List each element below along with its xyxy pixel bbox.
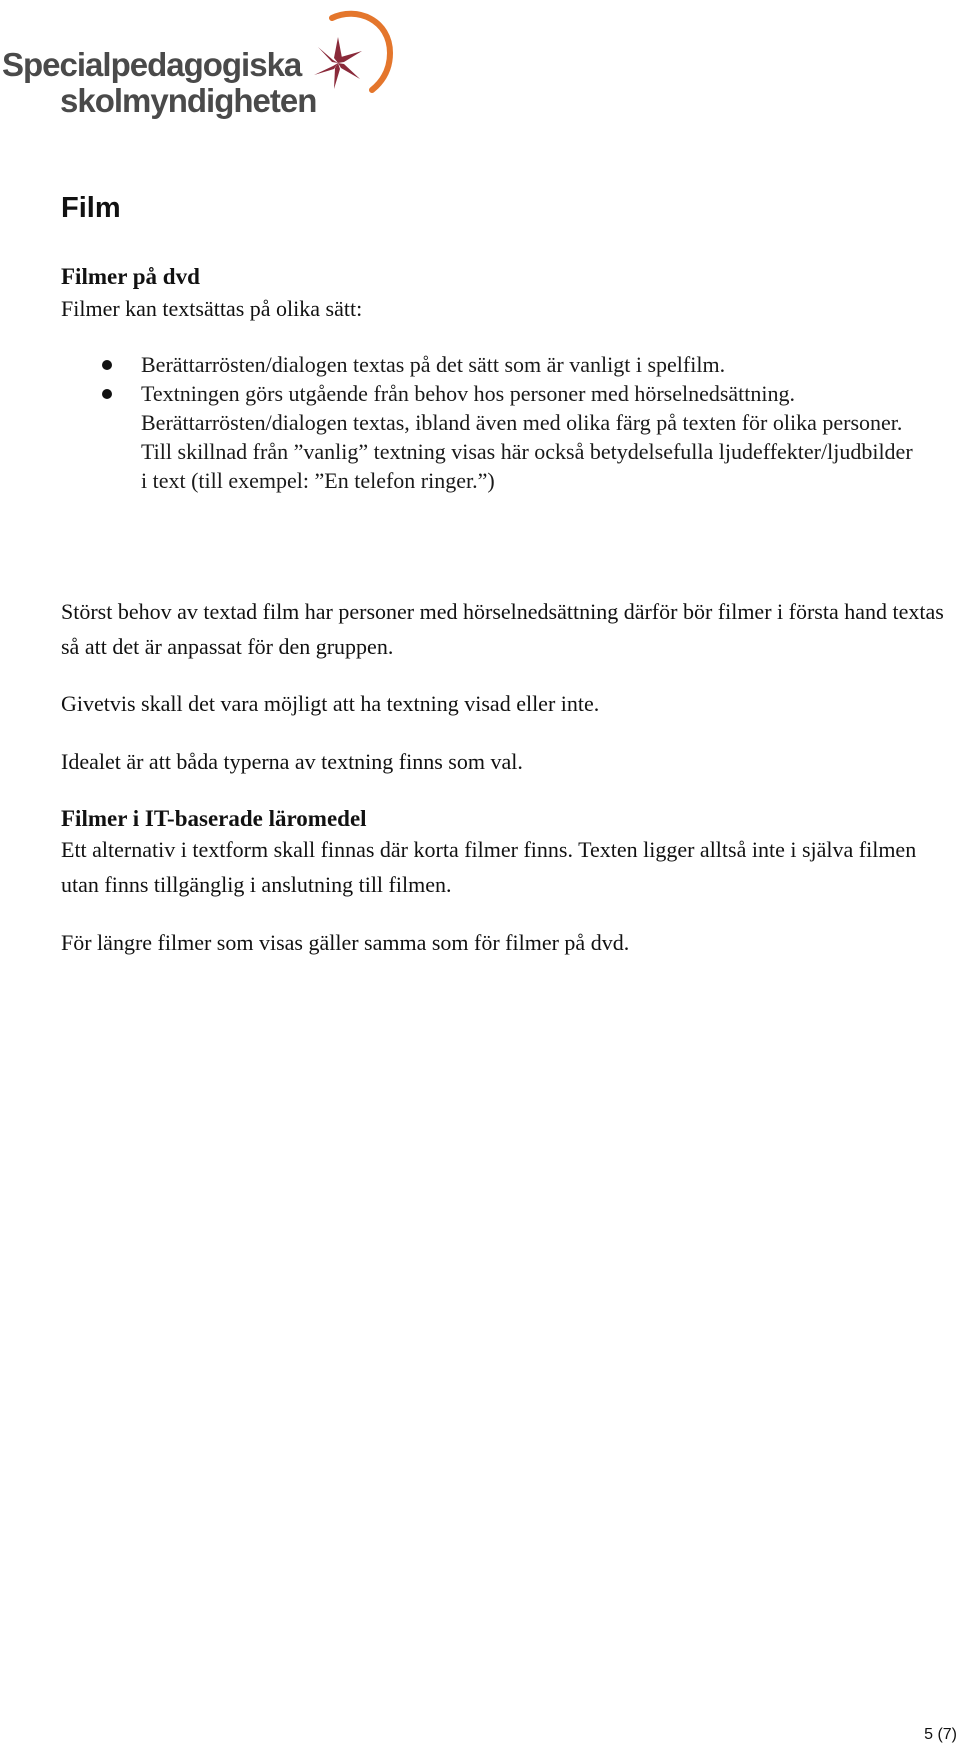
it-heading: Filmer i IT-baserade läromedel: [61, 806, 367, 831]
list-item: [0, 350, 921, 379]
list-item-text: Textningen görs utgående från behov hos personer med hörselnedsättning. Berättarrösten/dialogen textas, ibland även med olika färg på texten för olika personer. Till skillnad från ”vanlig” textning visas här också betydelsefulla ljudeffekter/ljudbilder i text (till exempel: ”En telefon ringer.”): [141, 381, 913, 493]
it-paragraph: Ett alternativ i textform skall finnas där korta filmer finns. Texten ligger alltså inte i själva filmen utan finns tillgänglig i anslutning till filmen.: [61, 837, 917, 897]
logo-text-line-1: Specialpedagogiska: [2, 46, 302, 83]
dvd-intro: Filmer kan textsättas på olika sätt:: [61, 296, 363, 321]
bullet-icon: [102, 360, 112, 370]
section-title: Film: [61, 192, 121, 224]
page-number: 5 (7): [924, 1726, 957, 1743]
list-item: [0, 379, 921, 495]
dvd-paragraph: Idealet är att båda typerna av textning finns som val.: [61, 749, 523, 774]
dvd-heading: Filmer på dvd: [61, 264, 200, 289]
it-paragraph: För längre filmer som visas gäller samma som för filmer på dvd.: [61, 930, 630, 955]
logo-star-icon: [302, 8, 394, 108]
agency-logo: [2, 8, 392, 120]
dvd-paragraph: Givetvis skall det vara möjligt att ha textning visad eller inte.: [61, 691, 600, 716]
bullet-icon: [102, 389, 112, 399]
logo-text-line-2: skolmyndigheten: [60, 82, 317, 119]
dvd-bullet-list: [0, 350, 960, 495]
list-item-text: Berättarrösten/dialogen textas på det sätt som är vanligt i spelfilm.: [141, 352, 726, 377]
dvd-paragraph: Störst behov av textad film har personer med hörselnedsättning därför bör filmer i första hand textas så att det är anpassat för den gruppen.: [61, 599, 944, 659]
